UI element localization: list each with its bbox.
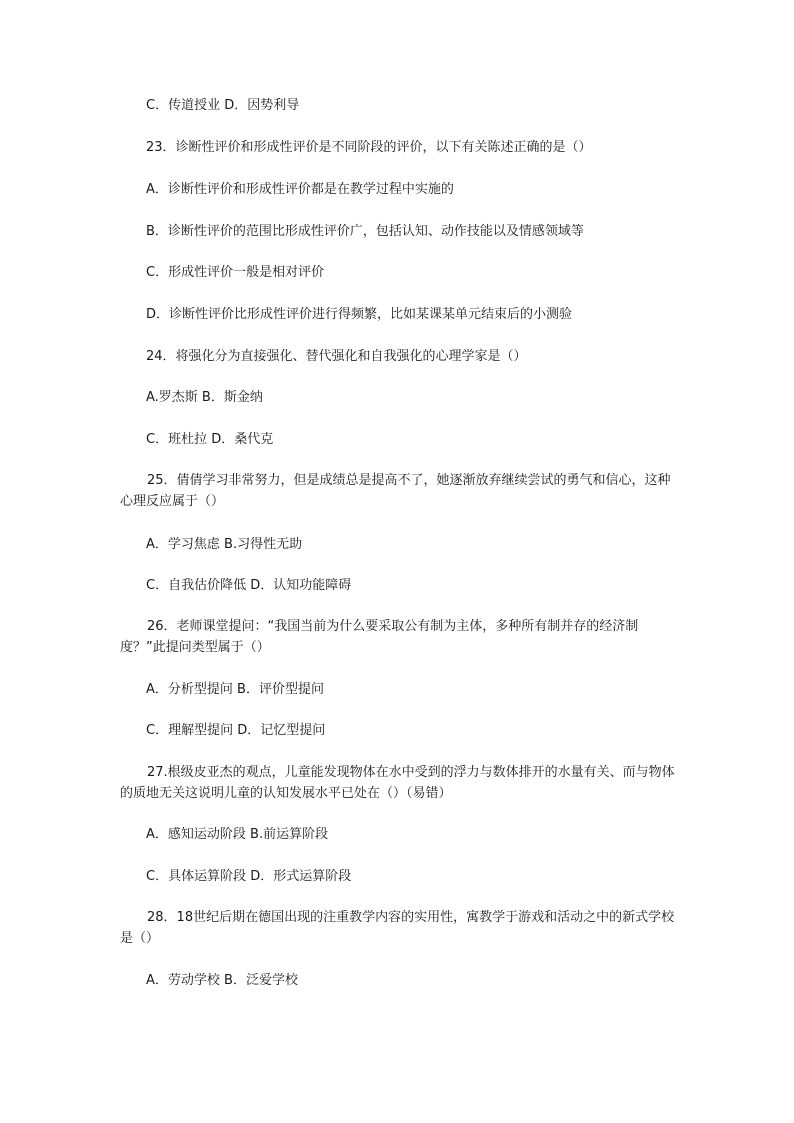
option-line: C．理解型提问 D．记忆型提问 [146, 723, 326, 738]
option-line: A．感知运动阶段 B.前运算阶段 [146, 827, 329, 842]
question-26: 26．老师课堂提问：“我国当前为什么要采取公有制为主体，多种所有制并存的经济制度？”此提问类型属于（） [120, 619, 639, 655]
option-line: C．形成性评价一般是相对评价 [146, 265, 325, 280]
question-28: 28．18世纪后期在德国出现的注重教学内容的实用性，寓教学于游戏和活动之中的新式学校是（） [120, 910, 675, 946]
question-25: 25．倩倩学习非常努力，但是成绩总是提高不了，她逐渐放弃继续尝试的勇气和信心，这种心理反应属于（） [120, 473, 671, 509]
option-line: A.罗杰斯 B．斯金纳 [146, 390, 263, 405]
option-line: A．劳动学校 B．泛爱学校 [146, 973, 298, 988]
option-line: C．具体运算阶段 D．形式运算阶段 [146, 869, 352, 884]
option-line: B．诊断性评价的范围比形成性评价广，包括认知、动作技能以及情感领域等 [146, 224, 584, 239]
option-line: A．诊断性评价和形成性评价都是在教学过程中实施的 [146, 182, 454, 197]
option-line: C．自我估价降低 D．认知功能障碍 [146, 578, 352, 593]
question-23: 23．诊断性评价和形成性评价是不同阶段的评价，以下有关陈述正确的是（） [146, 140, 592, 155]
option-line: D．诊断性评价比形成性评价进行得频繁，比如某课某单元结束后的小测验 [146, 307, 573, 322]
option-line: C．传道授业 D．因势利导 [146, 98, 300, 113]
option-line: A．学习焦虑 B.习得性无助 [146, 537, 303, 552]
question-24: 24．将强化分为直接强化、替代强化和自我强化的心理学家是（） [146, 349, 527, 364]
option-line: A．分析型提问 B．评价型提问 [146, 682, 324, 697]
question-27: 27.根级皮亚杰的观点，儿童能发现物体在水中受到的浮力与数体排开的水量有关、而与物体的质地无关这说明儿童的认知发展水平已处在（）（易错） [120, 765, 675, 801]
option-line: C．班杜拉 D．桑代克 [146, 432, 274, 447]
